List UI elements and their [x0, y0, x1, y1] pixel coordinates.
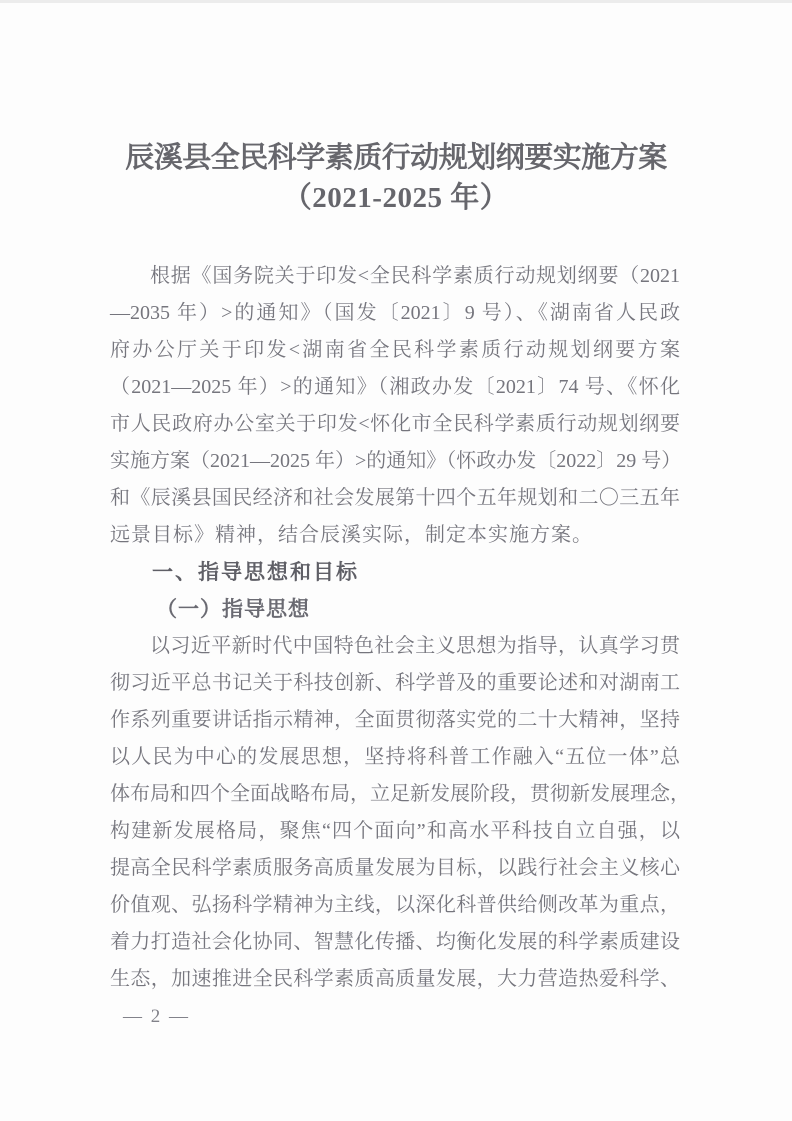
- text-line: 提高全民科学素质服务高质量发展为目标，以践行社会主义核心: [110, 857, 680, 879]
- scan-top-edge: [0, 0, 792, 3]
- paragraph-guiding-ideology: [110, 628, 690, 998]
- text-line: 府办公厅关于印发<湖南省全民科学素质行动规划纲要方案: [110, 339, 680, 361]
- subsection-heading: （一）指导思想: [156, 597, 310, 621]
- document-title: [61, 138, 731, 218]
- document-body: [0, 258, 792, 998]
- text-line: 根据《国务院关于印发<全民科学素质行动规划纲要（2021: [150, 265, 680, 287]
- text-line: 以人民为中心的发展思想，坚持将科普工作融入“五位一体”总: [110, 746, 680, 768]
- text-line: 价值观、弘扬科学精神为主线，以深化科普供给侧改革为重点，: [110, 894, 680, 916]
- paragraph-intro: [110, 258, 680, 554]
- text-line: 体布局和四个全面战略布局，立足新发展阶段，贯彻新发展理念，: [110, 783, 690, 805]
- text-line: 市人民政府办公室关于印发<怀化市全民科学素质行动规划纲要: [110, 413, 680, 435]
- text-line: 实施方案（2021—2025 年）>的通知》（怀政办发〔2022〕29 号）: [110, 450, 682, 472]
- text-line: 和《辰溪县国民经济和社会发展第十四个五年规划和二〇三五年: [110, 487, 680, 509]
- text-line: —2035 年）>的通知》（国发〔2021〕9 号）、《湖南省人民政: [110, 302, 680, 324]
- document-title-line2: （2021-2025 年）: [282, 182, 510, 214]
- text-line: 彻习近平总书记关于科技创新、科学普及的重要论述和对湖南工: [110, 672, 680, 694]
- section-heading: 一、指导思想和目标: [152, 561, 359, 584]
- text-line: 以习近平新时代中国特色社会主义思想为指导，认真学习贯: [150, 635, 680, 657]
- text-line: 远景目标》精神，结合辰溪实际，制定本实施方案。: [110, 524, 593, 546]
- page-number: — 2 —: [123, 1006, 190, 1027]
- text-line: 作系列重要讲话指示精神，全面贯彻落实党的二十大精神，坚持: [110, 709, 680, 731]
- text-line: （2021—2025 年）>的通知》（湘政办发〔2021〕74 号、《怀化: [110, 376, 680, 398]
- text-line: 生态，加速推进全民科学素质高质量发展，大力营造热爱科学、: [110, 968, 680, 990]
- text-line: 构建新发展格局，聚焦“四个面向”和高水平科技自立自强，以: [110, 820, 680, 842]
- text-line: 着力打造社会化协同、智慧化传播、均衡化发展的科学素质建设: [110, 931, 680, 953]
- document-title-line1: 辰溪县全民科学素质行动规划纲要实施方案: [125, 142, 667, 174]
